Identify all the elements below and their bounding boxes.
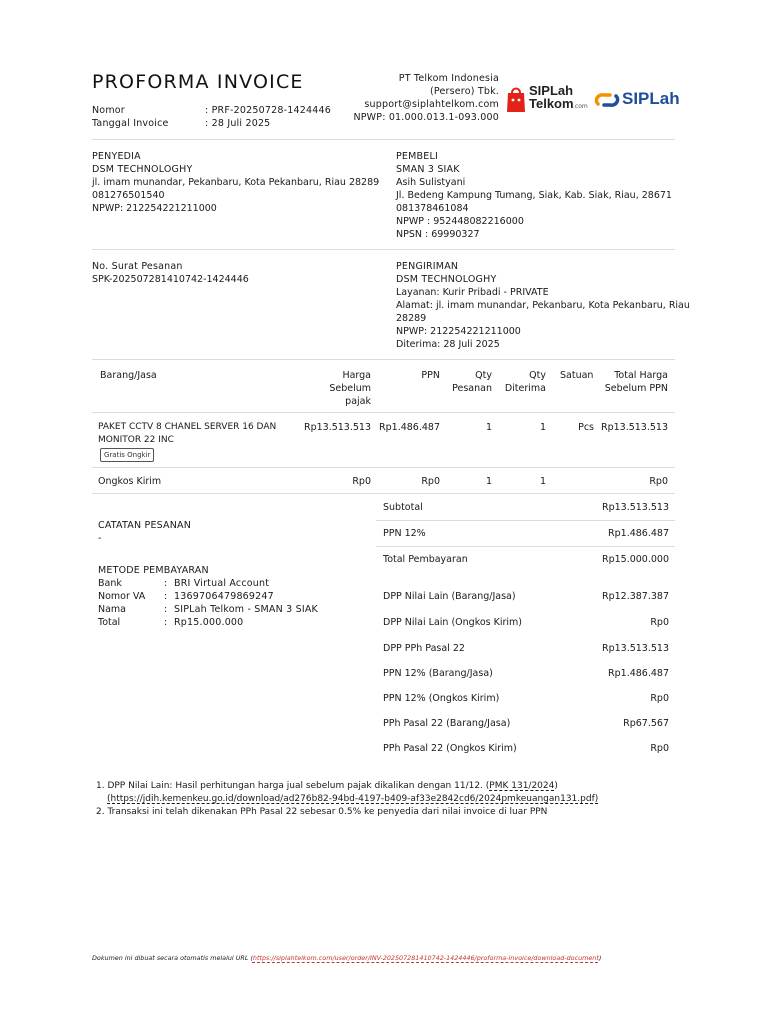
pembayaran-row — [98, 603, 358, 616]
summary-label: DPP Nilai Lain (Ongkos Kirim) — [383, 617, 523, 628]
row2-harga: Rp0 — [352, 476, 371, 487]
divider — [92, 412, 675, 413]
summary-label: PPN 12% (Ongkos Kirim) — [383, 693, 500, 704]
row2-qty-pesanan: 1 — [485, 476, 492, 487]
row1-satuan: Pcs — [578, 422, 594, 433]
summary-value: Rp12.387.387 — [601, 591, 669, 602]
nomor-va-value: 1369706479869247 — [174, 591, 274, 602]
total-label: Total — [98, 617, 121, 628]
divider — [92, 493, 675, 494]
nama-label: Nama — [98, 604, 127, 615]
pmk-link[interactable]: PMK 131/2024 — [489, 781, 555, 791]
pembeli-npwp: NPWP : 952448082216000 — [396, 216, 524, 227]
logo1-line2: Telkom — [529, 96, 574, 111]
tanggal-value: : 28 Juli 2025 — [205, 118, 271, 129]
row1-qty-pesanan: 1 — [485, 422, 492, 433]
footer-text: Dokumen ini dibuat secara otomatis melalui URL ( — [92, 954, 253, 962]
row1-harga: Rp13.513.513 — [303, 422, 371, 433]
pmk-url-link[interactable]: (https://jdih.kemenkeu.go.id/download/ad276b82-94bd-4197-b409-af33e2842cd6/2024pmkeuangan131.pdf) — [107, 794, 599, 804]
summary-value: Rp0 — [650, 617, 669, 628]
col-header-qty-diterima-line1: Qty — [529, 370, 546, 381]
summary-label: DPP Nilai Lain (Barang/Jasa) — [383, 591, 516, 602]
surat-label: No. Surat Pesanan — [92, 261, 183, 272]
col-header-harga-line2: Sebelum — [329, 383, 371, 394]
summary-label: PPh Pasal 22 (Ongkos Kirim) — [383, 743, 517, 754]
penyedia-name: DSM TECHNOLOGHY — [92, 164, 193, 175]
gratis-ongkir-badge: Gratis Ongkir — [100, 448, 154, 462]
summary-value: Rp1.486.487 — [608, 668, 669, 679]
note-1-text: 1. DPP Nilai Lain: Hasil perhitungan harga jual sebelum pajak dikalikan dengan 11/12. ( — [96, 781, 490, 791]
logo1-line1: SIPLah — [529, 83, 574, 98]
summary-label: PPN 12% (Barang/Jasa) — [383, 668, 493, 679]
logo2-text: SIPLah — [622, 89, 680, 108]
siplah-telkom-logo — [505, 83, 591, 115]
divider — [376, 520, 675, 521]
row2-name: Ongkos Kirim — [98, 476, 162, 487]
pengiriman-name: DSM TECHNOLOGHY — [396, 274, 497, 285]
summary-value: Rp15.000.000 — [601, 554, 669, 565]
summary-label: Total Pembayaran — [383, 554, 468, 565]
pengiriman-label: PENGIRIMAN — [396, 261, 459, 272]
footer — [92, 954, 692, 963]
pengiriman-npwp: NPWP: 212254221211000 — [396, 326, 521, 337]
summary-value: Rp13.513.513 — [601, 502, 669, 513]
note-1-url-line — [96, 793, 676, 806]
row1-qty-diterima: 1 — [539, 422, 546, 433]
footer-close: ) — [598, 954, 602, 962]
nomor-va-label: Nomor VA — [98, 591, 146, 602]
col-header-barang: Barang/Jasa — [100, 370, 157, 381]
company-email: support@siplahtelkom.com — [364, 99, 499, 110]
bank-label: Bank — [98, 578, 122, 589]
catatan-value: - — [98, 533, 102, 544]
pembayaran-row — [98, 616, 358, 629]
penyedia-address: jl. imam munandar, Pekanbaru, Kota Pekanbaru, Riau 28289 — [92, 177, 380, 188]
colon: : — [164, 604, 168, 615]
pembeli-name: SMAN 3 SIAK — [396, 164, 460, 175]
shopping-bag-icon — [505, 85, 527, 113]
col-header-satuan: Satuan — [560, 370, 594, 381]
company-name: PT Telkom Indonesia — [398, 73, 499, 84]
pembeli-contact: Asih Sulistyani — [396, 177, 466, 188]
nomor-value: : PRF-20250728-1424446 — [205, 105, 331, 116]
penyedia-phone: 081276501540 — [92, 190, 165, 201]
pembeli-npsn: NPSN : 69990327 — [396, 229, 480, 240]
row1-ppn: Rp1.486.487 — [379, 422, 440, 433]
summary-label: PPh Pasal 22 (Barang/Jasa) — [383, 718, 511, 729]
pembayaran-details — [98, 577, 358, 629]
col-header-total — [590, 369, 668, 395]
row2-qty-diterima: 1 — [539, 476, 546, 487]
col-header-harga-line3: pajak — [345, 396, 371, 407]
total-value: Rp15.000.000 — [174, 617, 244, 628]
col-header-qty-pesanan-line2: Pesanan — [452, 383, 492, 394]
divider — [92, 467, 675, 468]
penyedia-npwp: NPWP: 212254221211000 — [92, 203, 217, 214]
divider — [376, 546, 675, 547]
col-header-qty-diterima — [496, 369, 546, 395]
company-suffix: (Persero) Tbk. — [429, 86, 499, 97]
note-2: 2. Transaksi ini telah dikenakan PPh Pasal 22 sebesar 0.5% ke penyedia dari nilai invoice di luar PPN — [96, 807, 548, 817]
footer-url-link[interactable]: https://siplahtelkom.com/user/order/INV-202507281410742-1424446/proforma-invoice/download-document — [252, 954, 599, 962]
summary-value: Rp0 — [650, 693, 669, 704]
note-1 — [96, 780, 676, 793]
pengiriman-diterima: Diterima: 28 Juli 2025 — [396, 339, 500, 350]
col-header-total-line1: Total Harga — [614, 370, 668, 381]
summary-value: Rp13.513.513 — [601, 643, 669, 654]
nomor-label: Nomor — [92, 105, 125, 116]
summary-label: Subtotal — [383, 502, 423, 513]
col-header-ppn: PPN — [421, 370, 440, 381]
summary-label: PPN 12% — [383, 528, 426, 539]
item-name-line1: PAKET CCTV 8 CHANEL SERVER 16 DAN — [98, 422, 277, 432]
divider — [92, 249, 675, 250]
tanggal-label: Tanggal Invoice — [92, 118, 169, 129]
pembeli-label: PEMBELI — [396, 151, 438, 162]
nama-value: SIPLah Telkom - SMAN 3 SIAK — [174, 604, 318, 615]
row2-ppn: Rp0 — [421, 476, 440, 487]
colon: : — [164, 578, 168, 589]
col-header-harga-line1: Harga — [342, 370, 371, 381]
table-row-item-name — [98, 421, 298, 447]
pembeli-address: Jl. Bedeng Kampung Tumang, Siak, Kab. Siak, Riau, 28671 — [396, 190, 672, 201]
colon: : — [164, 617, 168, 628]
pengiriman-alamat: Alamat: jl. imam munandar, Pekanbaru, Kota Pekanbaru, Riau — [396, 300, 690, 311]
siplah-mark-icon — [594, 90, 620, 110]
item-name-line2: MONITOR 22 INC — [98, 435, 174, 445]
pengiriman-layanan: Layanan: Kurir Pribadi - PRIVATE — [396, 287, 549, 298]
col-header-harga — [300, 369, 371, 408]
col-header-qty-pesanan-line1: Qty — [475, 370, 492, 381]
pembayaran-label: METODE PEMBAYARAN — [98, 565, 209, 576]
penyedia-label: PENYEDIA — [92, 151, 141, 162]
summary-value: Rp0 — [650, 743, 669, 754]
summary-value: Rp1.486.487 — [608, 528, 669, 539]
row2-total: Rp0 — [649, 476, 668, 487]
pembayaran-row — [98, 577, 358, 590]
notes — [96, 780, 676, 819]
row1-total: Rp13.513.513 — [600, 422, 668, 433]
bank-value: BRI Virtual Account — [174, 578, 270, 589]
col-header-qty-diterima-line2: Diterima — [504, 383, 546, 394]
page-title: PROFORMA INVOICE — [92, 71, 304, 93]
siplah-logo — [594, 88, 684, 112]
colon: : — [164, 591, 168, 602]
catatan-label: CATATAN PESANAN — [98, 520, 192, 531]
divider — [92, 139, 675, 140]
pembeli-phone: 081378461084 — [396, 203, 469, 214]
note-1-close: ) — [554, 781, 558, 791]
col-header-total-line2: Sebelum PPN — [604, 383, 668, 394]
divider — [92, 359, 675, 360]
pembayaran-row — [98, 590, 358, 603]
summary-label: DPP PPh Pasal 22 — [383, 643, 465, 654]
summary-value: Rp67.567 — [623, 718, 669, 729]
logo1-suffix: .com — [573, 103, 588, 110]
col-header-qty-pesanan — [440, 369, 492, 395]
company-npwp: NPWP: 01.000.013.1-093.000 — [353, 112, 499, 123]
surat-value: SPK-202507281410742-1424446 — [92, 274, 249, 285]
pengiriman-alamat-cont: 28289 — [396, 313, 427, 324]
